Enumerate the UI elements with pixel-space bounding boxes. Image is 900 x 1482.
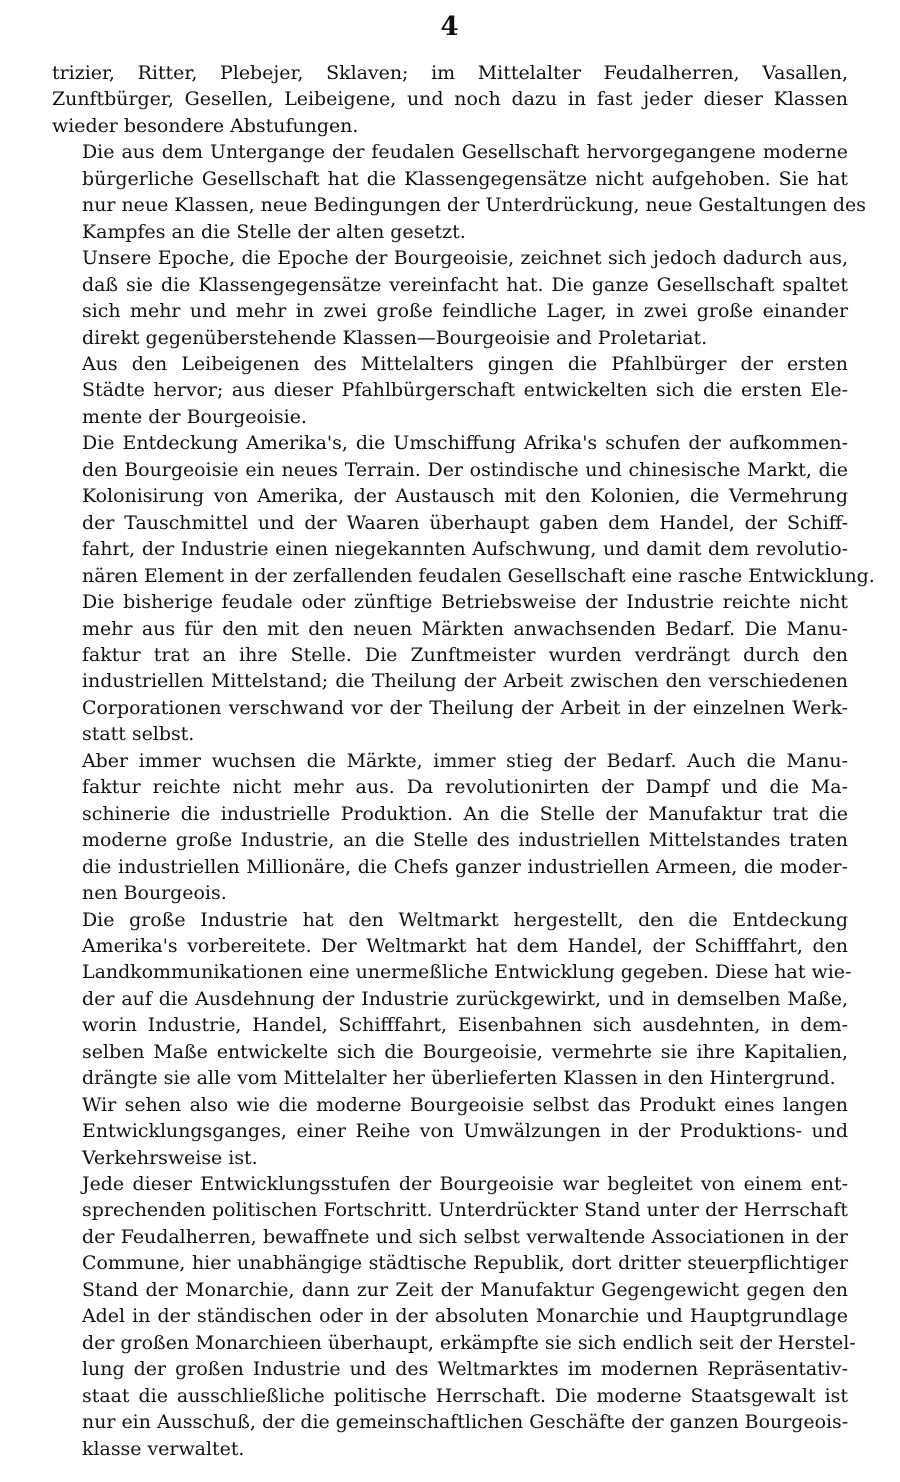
text-line: sich mehr und mehr in zwei große feindliche Lager, in zwei große einander [82,300,848,323]
text-line: direkt gegenüberstehende Klassen—Bourgeoisie and Proletariat. [82,326,708,349]
text-line: die industriellen Millionäre, die Chefs ganzer industriellen Armeen, die moder- [82,855,848,878]
paragraph [52,245,848,351]
text-line: lung der großen Industrie und des Weltmarktes im modernen Repräsentativ- [82,1358,848,1381]
text-line: moderne große Industrie, an die Stelle des industriellen Mittelstandes traten [82,829,848,852]
text-line: nur ein Ausschuß, der die gemeinschaftlichen Geschäfte der ganzen Bourgeois- [82,1411,849,1434]
text-line: Stand der Monarchie, dann zur Zeit der Manufaktur Gegengewicht gegen den [82,1278,848,1301]
text-line: klasse verwaltet. [82,1437,245,1460]
text-line: mehr aus für den mit den neuen Märkten anwachsenden Bedarf. Die Manu- [82,617,848,640]
text-line: Adel in der ständischen oder in der absoluten Monarchie und Hauptgrundlage [82,1305,848,1328]
text-line: nur neue Klassen, neue Bedingungen der Unterdrückung, neue Gestaltungen des [82,194,866,217]
paragraph [52,430,875,589]
text-line: der Tauschmittel und der Waaren überhaupt gaben dem Handel, der Schiff- [82,511,848,534]
text-line: Commune, hier unabhängige städtische Republik, dort dritter steuerpflichtiger [82,1252,848,1275]
text-line: nen Bourgeois. [82,882,227,905]
text-line: Die Entdeckung Amerika's, die Umschiffung Afrika's schufen der aufkommen- [82,432,848,455]
text-line: bürgerliche Gesellschaft hat die Klassengegensätze nicht aufgehoben. Sie hat [82,167,848,190]
text-line: industriellen Mittelstand; die Theilung der Arbeit zwischen den verschiedenen [82,670,848,693]
paragraph [52,589,848,748]
text-line: mente der Bourgeoisie. [82,405,307,428]
text-line: Kampfes an die Stelle der alten gesetzt. [82,220,466,243]
paragraph [52,1171,856,1462]
paragraph [52,1092,848,1171]
text-line: Amerika's vorbereitete. Der Weltmarkt hat dem Handel, der Schifffahrt, den [82,934,848,957]
text-line: daß sie die Klassengegensätze vereinfacht hat. Die ganze Gesellschaft spaltet [82,273,848,296]
text-line: der großen Monarchieen überhaupt, erkämpfte sie sich endlich seit der Herstel- [82,1331,856,1354]
text-line: Landkommunikationen eine unermeßliche Entwicklung gegeben. Diese hat wie- [82,961,852,984]
text-line: Zunftbürger, Gesellen, Leibeigene, und noch dazu in fast jeder dieser Klassen [52,88,848,111]
text-line: staat die ausschließliche politische Herrschaft. Die moderne Staatsgewalt ist [82,1384,848,1407]
text-line: Städte hervor; aus dieser Pfahlbürgerschaft entwickelten sich die ersten Ele- [82,379,848,402]
text-line: Jede dieser Entwicklungsstufen der Bourgeoisie war begleitet von einem ent- [82,1173,848,1196]
text-line: Unsere Epoche, die Epoche der Bourgeoisie, zeichnet sich jedoch dadurch aus, [82,247,848,270]
text-line: faktur trat an ihre Stelle. Die Zunftmeister wurden verdrängt durch den [82,643,848,666]
text-line: den Bourgeoisie ein neues Terrain. Der ostindische und chinesische Markt, die [82,458,848,481]
text-line: schinerie die industrielle Produktion. An die Stelle der Manufaktur trat die [82,802,848,825]
text-line: wieder besondere Abstufungen. [52,114,359,137]
text-line: der auf die Ausdehnung der Industrie zurückgewirkt, und in demselben Maße, [82,987,848,1010]
body-text [52,60,875,1462]
text-line: Wir sehen also wie die moderne Bourgeoisie selbst das Produkt eines langen [82,1093,848,1116]
paragraph [52,60,848,139]
page-number: 4 [440,12,460,42]
paragraph [52,139,866,245]
text-line: Verkehrsweise ist. [82,1146,258,1169]
text-line: Corporationen verschwand vor der Theilung der Arbeit in der einzelnen Werk- [82,696,848,719]
text-line: nären Element in der zerfallenden feudalen Gesellschaft eine rasche Entwicklung. [82,564,875,587]
text-line: Kolonisirung von Amerika, der Austausch mit den Kolonien, die Vermehrung [82,485,848,508]
text-line: Die bisherige feudale oder zünftige Betriebsweise der Industrie reichte nicht [82,591,848,614]
text-line: statt selbst. [82,723,195,746]
text-line: Aber immer wuchsen die Märkte, immer stieg der Bedarf. Auch die Manu- [82,749,848,772]
paragraph [52,907,852,1092]
text-line: trizier, Ritter, Plebejer, Sklaven; im Mittelalter Feudalherren, Vasallen, [52,62,848,84]
text-line: faktur reichte nicht mehr aus. Da revolutionirten der Dampf und die Ma- [82,776,848,799]
text-line: Entwicklungsganges, einer Reihe von Umwälzungen in der Produktions- und [82,1120,848,1143]
text-line: Die große Industrie hat den Weltmarkt hergestellt, den die Entdeckung [82,908,848,931]
text-line: Die aus dem Untergange der feudalen Gesellschaft hervorgegangene moderne [82,141,848,164]
text-line: drängte sie alle vom Mittelalter her überlieferten Klassen in den Hintergrund. [82,1067,836,1090]
text-line: Aus den Leibeigenen des Mittelalters gingen die Pfahlbürger der ersten [82,352,848,375]
text-line: worin Industrie, Handel, Schifffahrt, Eisenbahnen sich ausdehnten, in dem- [82,1014,848,1037]
text-line: selben Maße entwickelte sich die Bourgeoisie, vermehrte sie ihre Kapitalien, [82,1040,848,1063]
text-line: der Feudalherren, bewaffnete und sich selbst verwaltende Associationen in der [82,1225,848,1248]
text-line: fahrt, der Industrie einen niegekannten Aufschwung, und damit dem revolutio- [82,538,848,561]
text-line: sprechenden politischen Fortschritt. Unterdrückter Stand unter der Herrschaft [82,1199,848,1222]
paragraph [52,351,848,430]
paragraph [52,748,848,907]
